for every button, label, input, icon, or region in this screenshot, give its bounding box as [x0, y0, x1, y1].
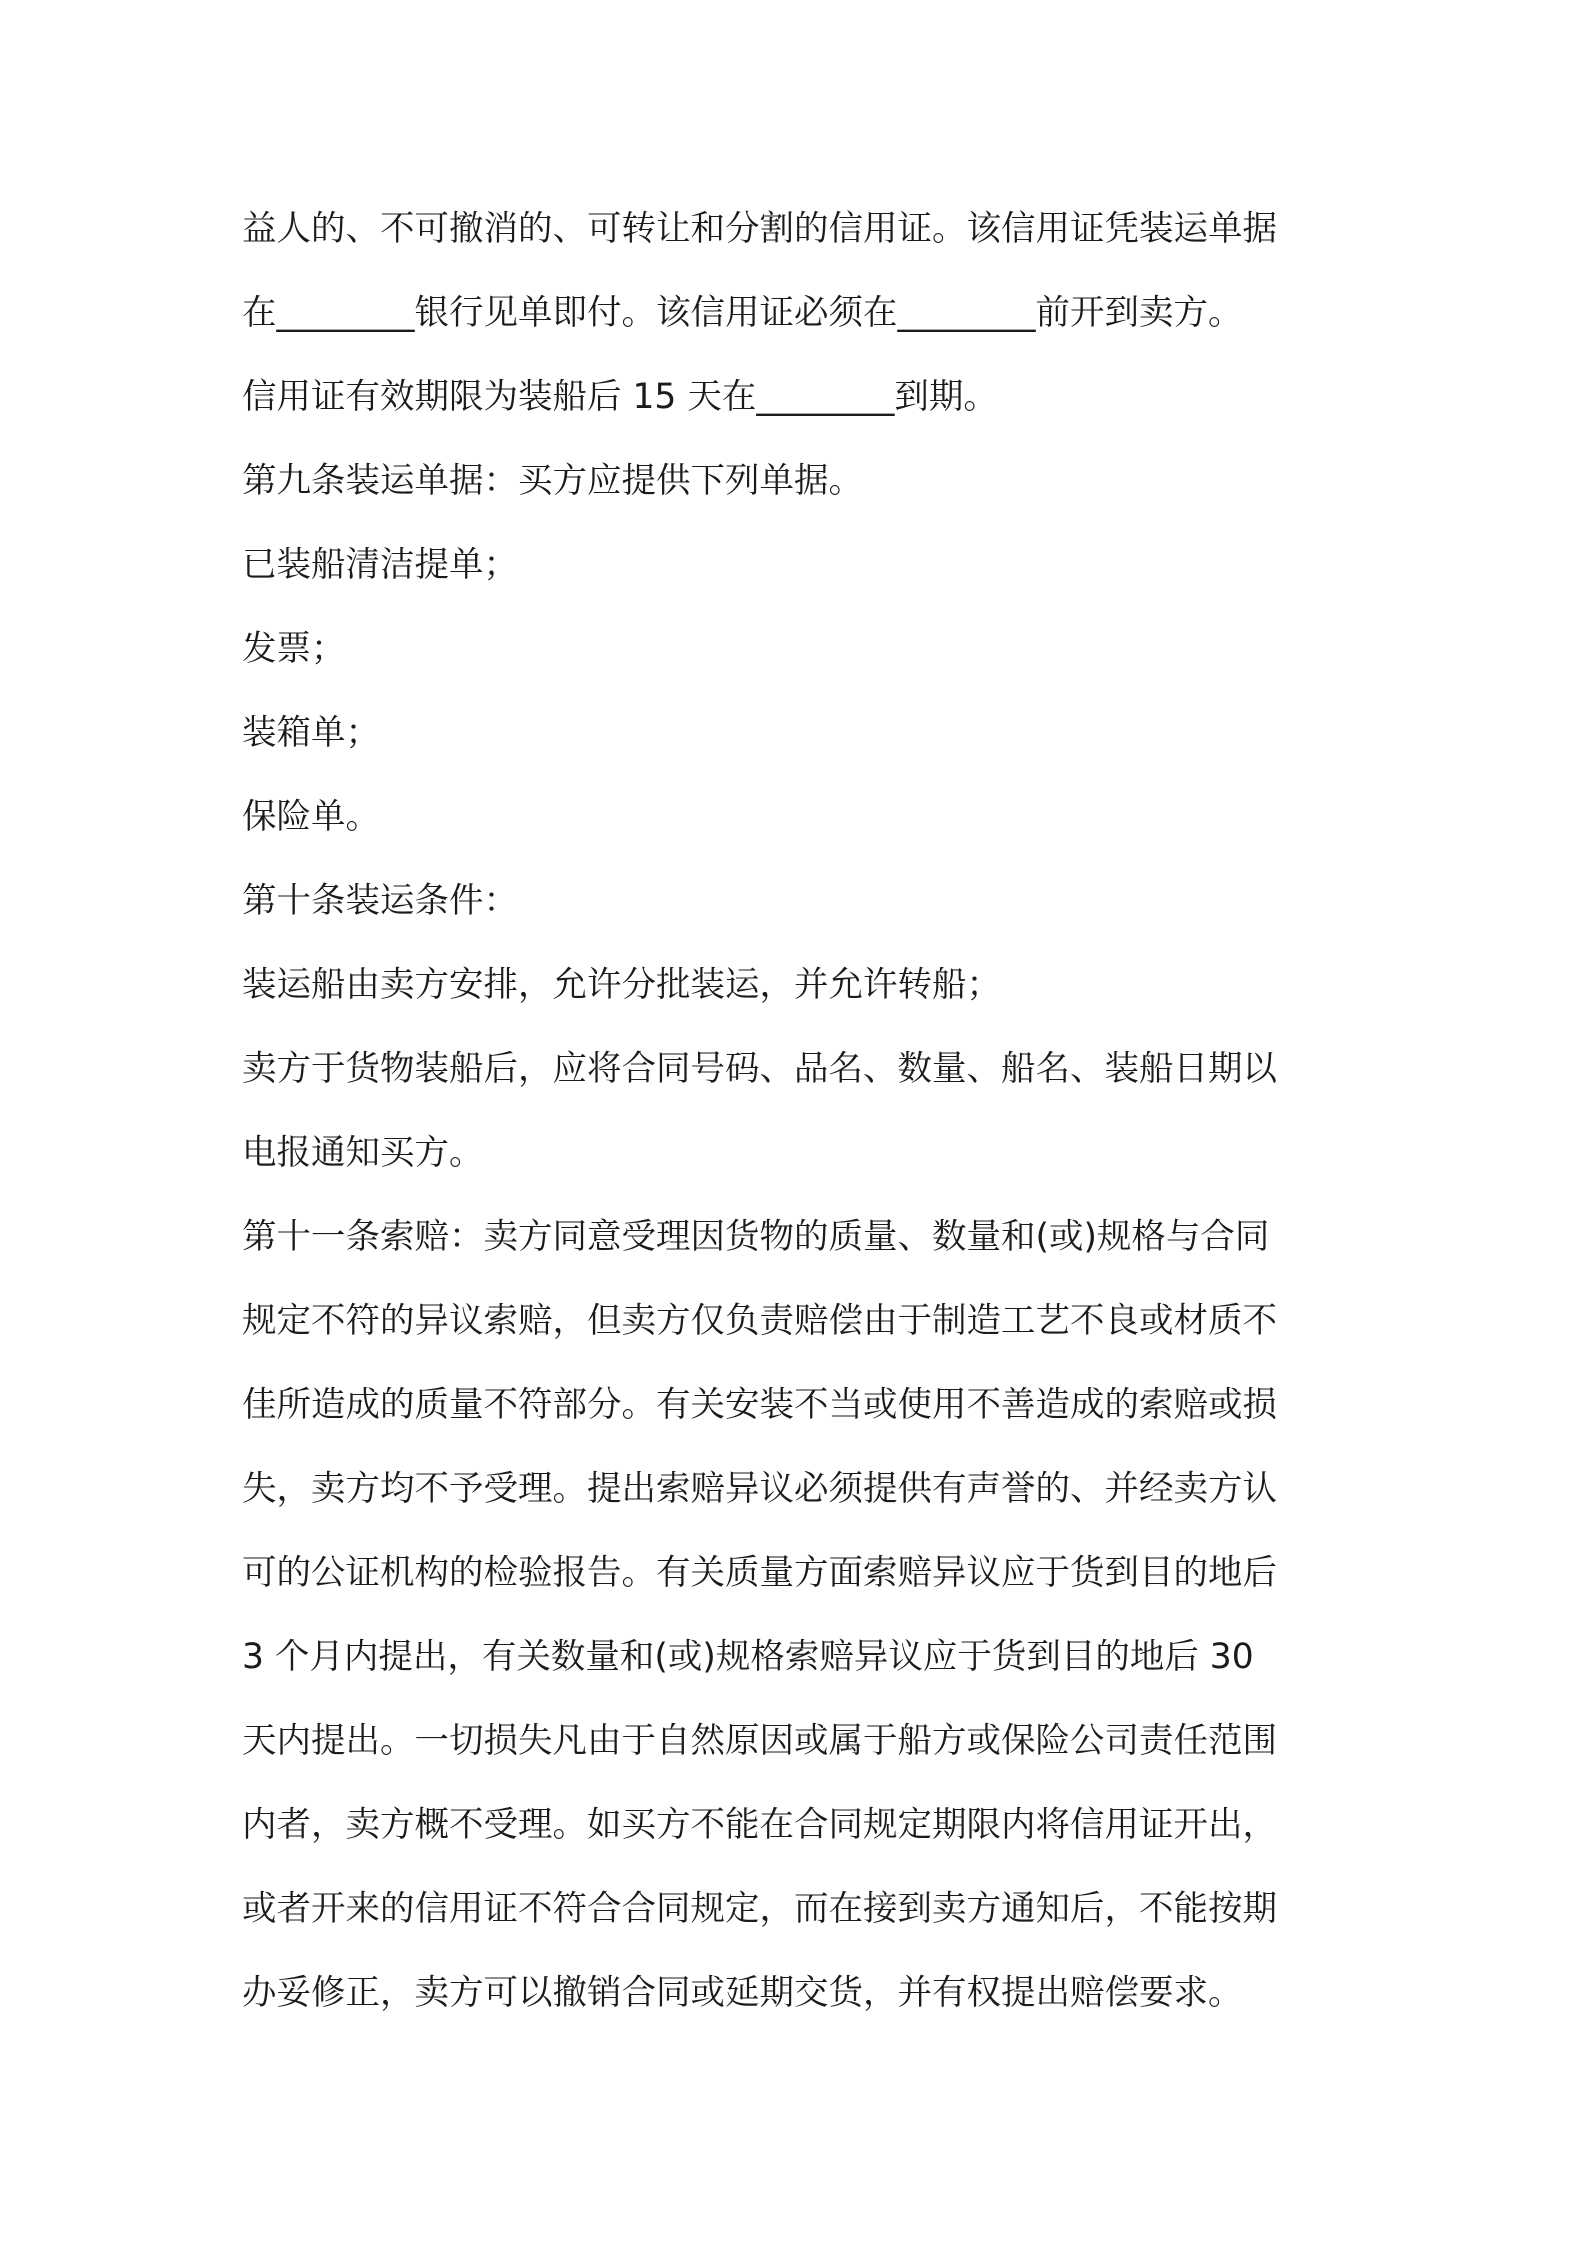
text-line: 内者，卖方概不受理。如买方不能在合同规定期限内将信用证开出，	[242, 1805, 1277, 1845]
document-body	[242, 202, 1360, 2050]
text-line: 天内提出。一切损失凡由于自然原因或属于船方或保险公司责任范围	[242, 1721, 1277, 1761]
text-line: 信用证有效期限为装船后 15 天在________到期。	[242, 377, 998, 417]
text-line: 或者开来的信用证不符合合同规定，而在接到卖方通知后，不能按期	[242, 1889, 1277, 1929]
list-item: 装箱单；	[242, 713, 380, 753]
text-line: 规定不符的异议索赔，但卖方仅负责赔偿由于制造工艺不良或材质不	[242, 1301, 1277, 1341]
article-heading: 第十一条索赔：卖方同意受理因货物的质量、数量和(或)规格与合同	[242, 1217, 1270, 1257]
text-line: 装运船由卖方安排，允许分批装运，并允许转船；	[242, 965, 1001, 1005]
list-item: 已装船清洁提单；	[242, 545, 518, 585]
article-heading: 第九条装运单据：买方应提供下列单据。	[242, 461, 863, 501]
text-line: 卖方于货物装船后，应将合同号码、品名、数量、船名、装船日期以	[242, 1049, 1277, 1089]
list-item: 保险单。	[242, 797, 380, 837]
text-line: 失，卖方均不予受理。提出索赔异议必须提供有声誉的、并经卖方认	[242, 1469, 1277, 1509]
text-line: 办妥修正，卖方可以撤销合同或延期交货，并有权提出赔偿要求。	[242, 1973, 1243, 2013]
article-heading: 第十条装运条件：	[242, 881, 518, 921]
text-line: 在________银行见单即付。该信用证必须在________前开到卖方。	[242, 293, 1243, 333]
text-line: 益人的、不可撤消的、可转让和分割的信用证。该信用证凭装运单据	[242, 209, 1277, 249]
text-line: 可的公证机构的检验报告。有关质量方面索赔异议应于货到目的地后	[242, 1553, 1277, 1593]
text-line: 3 个月内提出，有关数量和(或)规格索赔异议应于货到目的地后 30	[242, 1637, 1254, 1677]
text-line: 电报通知买方。	[242, 1133, 484, 1173]
text-line: 佳所造成的质量不符部分。有关安装不当或使用不善造成的索赔或损	[242, 1385, 1277, 1425]
list-item: 发票；	[242, 629, 346, 669]
